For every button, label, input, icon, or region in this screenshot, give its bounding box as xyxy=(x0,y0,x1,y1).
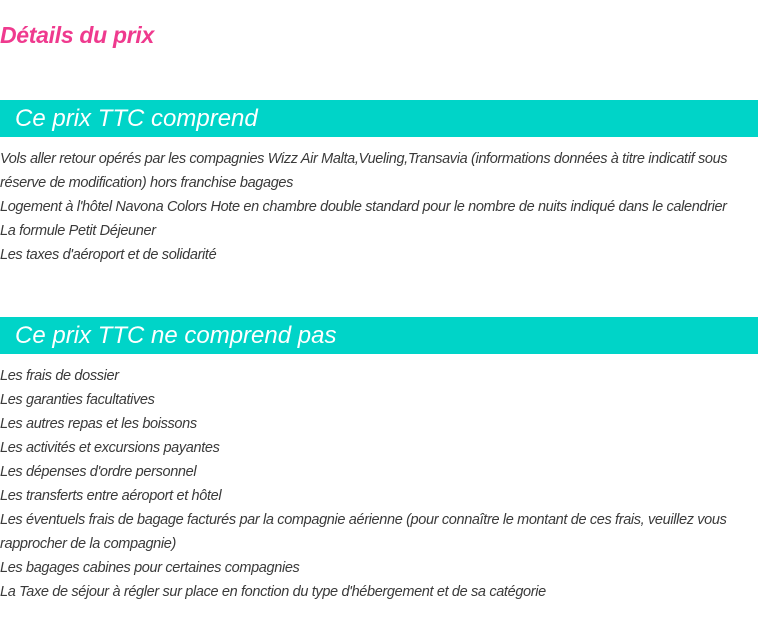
list-item: Les frais de dossier xyxy=(0,368,119,384)
excluded-heading: Ce prix TTC ne comprend pas xyxy=(0,317,758,354)
excluded-list xyxy=(0,364,758,604)
list-item: Les dépenses d'ordre personnel xyxy=(0,464,197,480)
list-item: Les autres repas et les boissons xyxy=(0,416,197,432)
list-item: Les taxes d'aéroport et de solidarité xyxy=(0,247,217,263)
list-item: La formule Petit Déjeuner xyxy=(0,223,156,239)
list-item: Les éventuels frais de bagage facturés par la compagnie aérienne (pour connaître le montant de ces frais, veuillez vous rapprocher de la compagnie) xyxy=(0,512,727,552)
list-item: Les bagages cabines pour certaines compagnies xyxy=(0,560,300,576)
list-item: Les activités et excursions payantes xyxy=(0,440,220,456)
list-item: Les transferts entre aéroport et hôtel xyxy=(0,488,222,504)
page-title: Détails du prix xyxy=(0,22,154,48)
excluded-section xyxy=(0,317,758,604)
list-item: Vols aller retour opérés par les compagnies Wizz Air Malta,Vueling,Transavia (informations données à titre indicatif sous réserve de modification) hors franchise bagages xyxy=(0,151,728,191)
included-section xyxy=(0,100,758,267)
list-item: La Taxe de séjour à régler sur place en fonction du type d'hébergement et de sa catégorie xyxy=(0,584,546,600)
included-heading: Ce prix TTC comprend xyxy=(0,100,758,137)
list-item: Logement à l'hôtel Navona Colors Hote en chambre double standard pour le nombre de nuits indiqué dans le calendrier xyxy=(0,199,727,215)
list-item: Les garanties facultatives xyxy=(0,392,155,408)
included-list xyxy=(0,147,758,267)
